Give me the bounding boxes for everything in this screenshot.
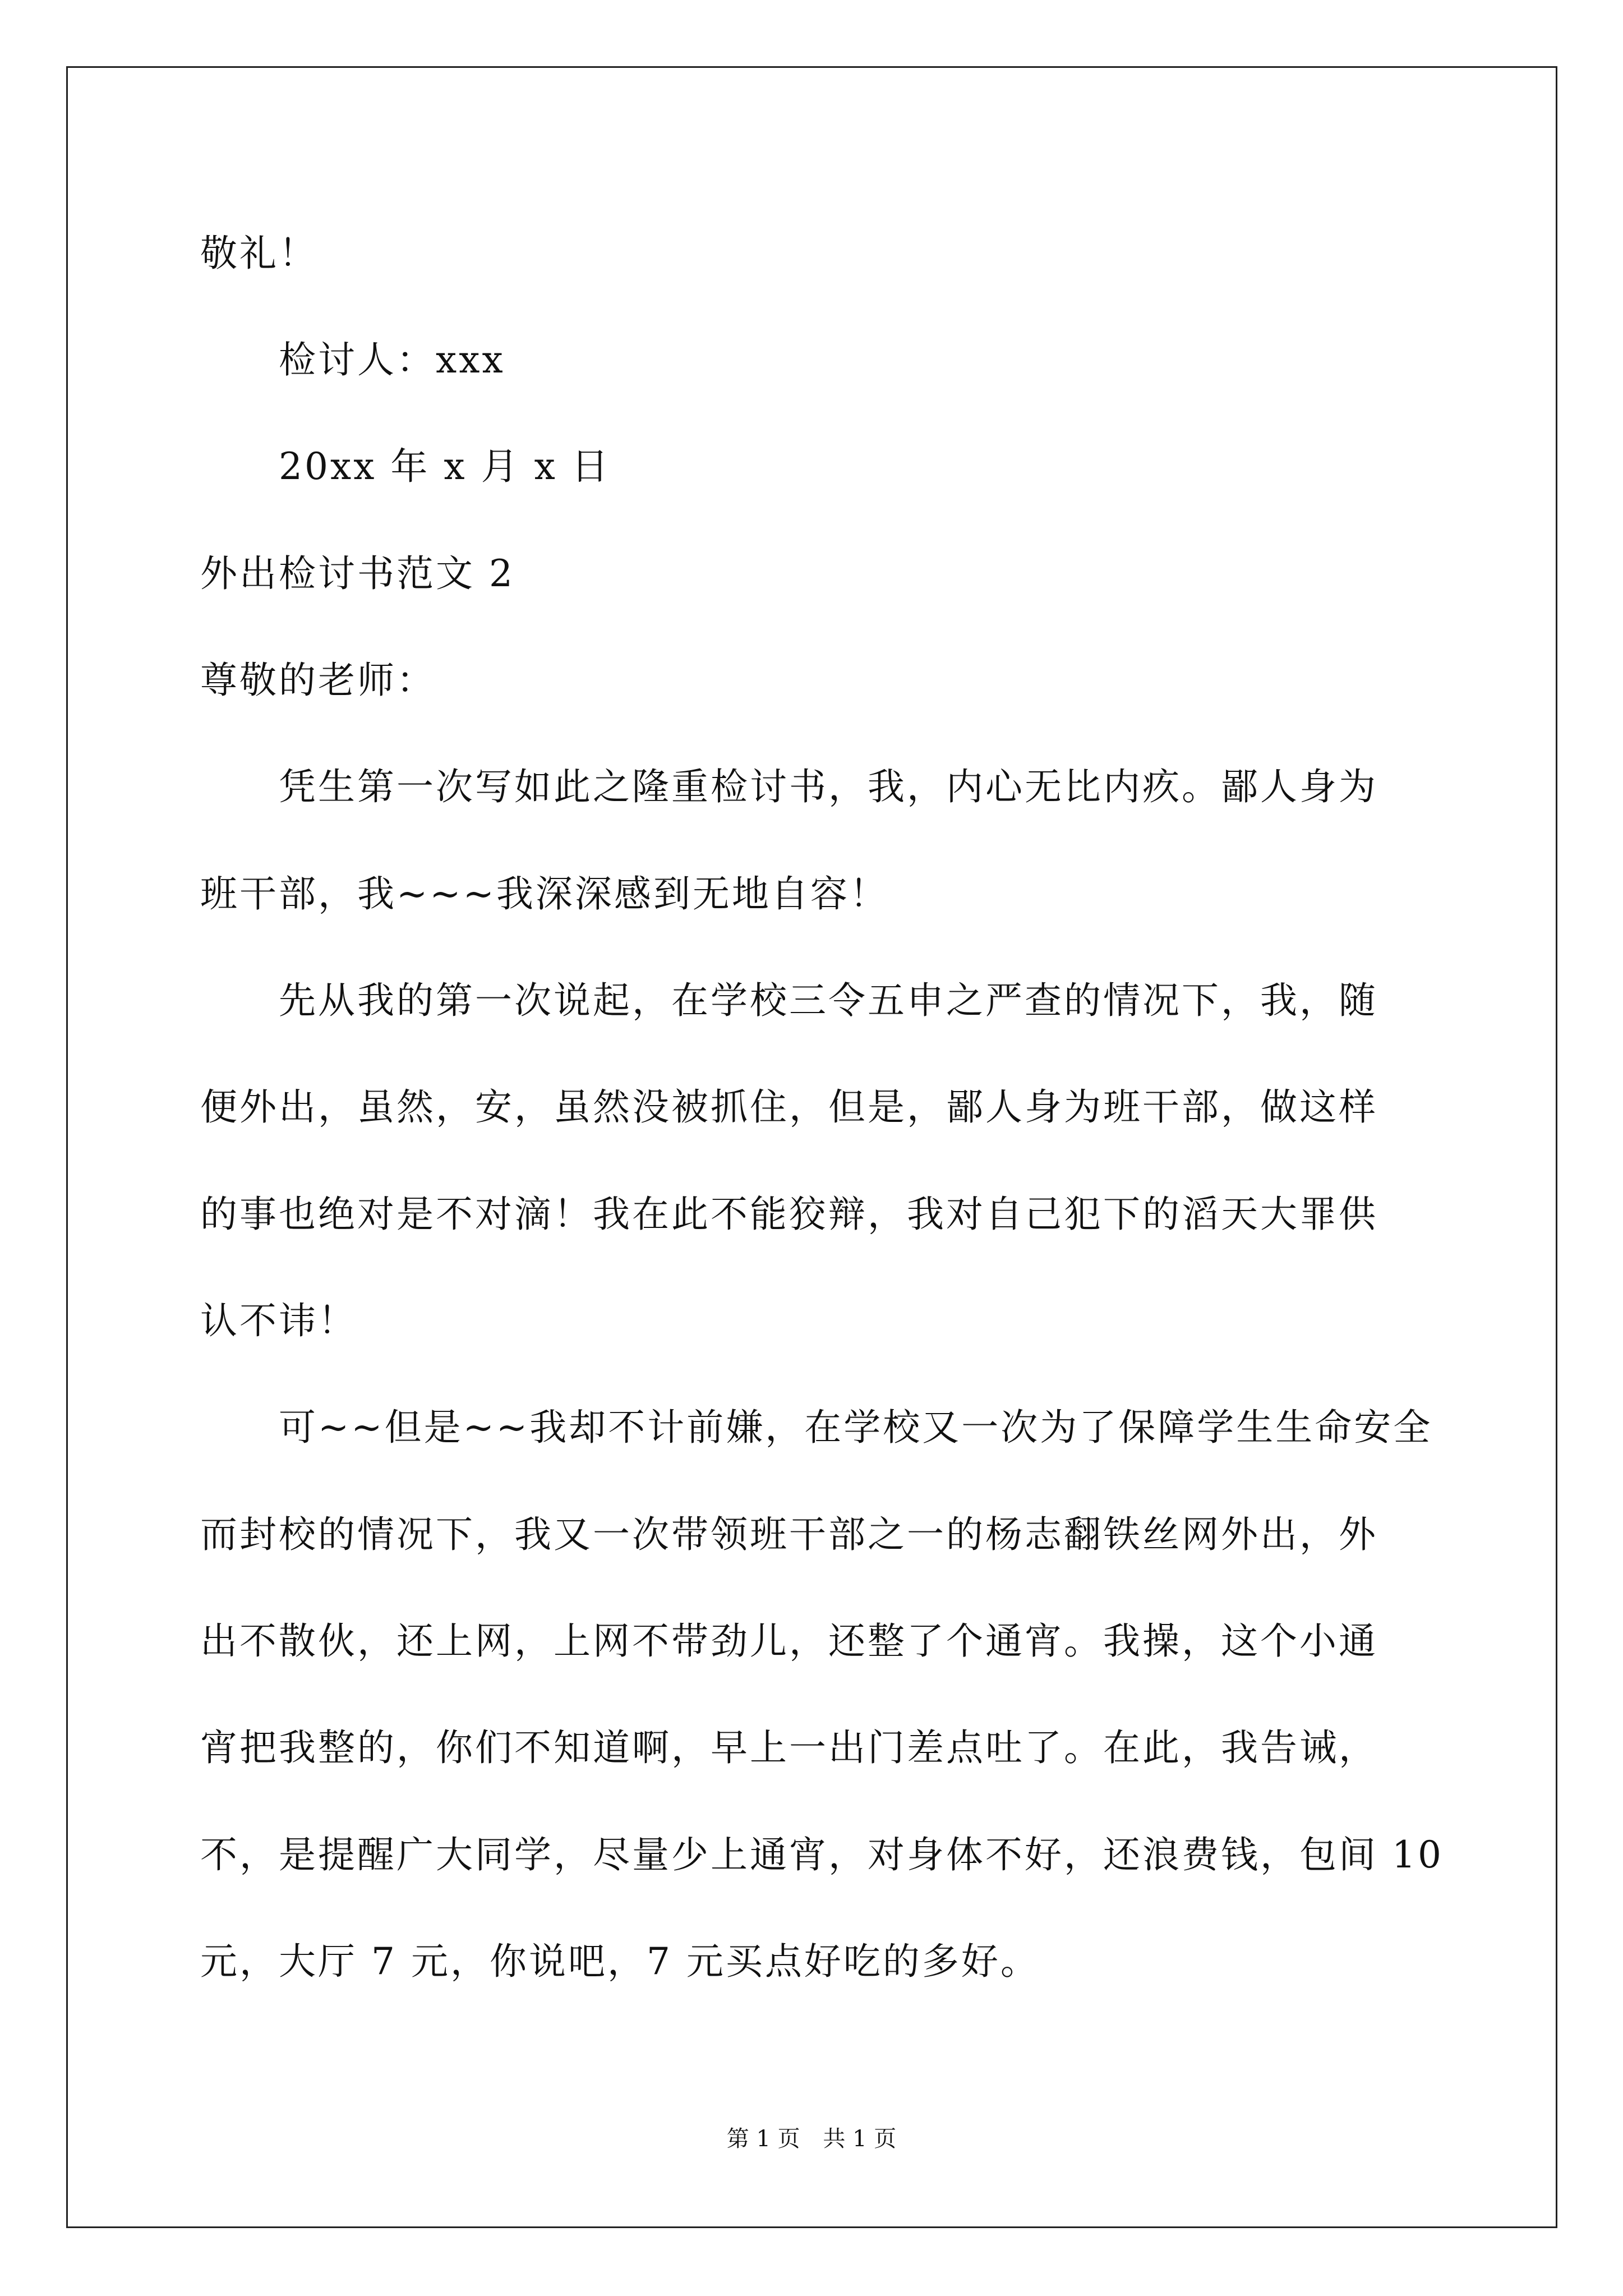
section-title: 外出检讨书范文 2 [200, 552, 515, 595]
greeting: 尊敬的老师： [200, 659, 436, 702]
closing-salutation: 敬礼！ [200, 232, 318, 275]
paragraph-1-line-1: 凭生第一次写如此之隆重检讨书，我，内心无比内疚。鄙人身为 [279, 765, 1378, 808]
paragraph-3-line-3: 出不散伙，还上网，上网不带劲儿，还整了个通宵。我操，这个小通 [200, 1619, 1378, 1663]
paragraph-3-line-1: 可~~但是~~我却不计前嫌，在学校又一次为了保障学生生命安全 [279, 1406, 1433, 1449]
date-line: 20xx 年 x 月 x 日 [279, 445, 611, 488]
paragraph-1-line-2: 班干部，我~~~我深深感到无地自容！ [200, 872, 889, 915]
paragraph-2-line-3: 的事也绝对是不对滴！我在此不能狡辩，我对自己犯下的滔天大罪供 [200, 1193, 1378, 1236]
page-border [66, 66, 1557, 2228]
paragraph-2-line-1: 先从我的第一次说起，在学校三令五申之严查的情况下，我，随 [279, 979, 1378, 1022]
paragraph-3-line-2: 而封校的情况下，我又一次带领班干部之一的杨志翻铁丝网外出，外 [200, 1513, 1378, 1556]
paragraph-2-line-2: 便外出，虽然，安，虽然没被抓住，但是，鄙人身为班干部，做这样 [200, 1085, 1378, 1129]
page-number: 第 1 页 [726, 2126, 800, 2152]
signer-line: 检讨人：xxx [279, 338, 505, 381]
page-footer [0, 2125, 1623, 2153]
page-total: 共 1 页 [823, 2126, 897, 2152]
paragraph-3-line-5: 不，是提醒广大同学，尽量少上通宵，对身体不好，还浪费钱，包间 10 [200, 1833, 1444, 1876]
paragraph-3-line-6: 元，大厅 7 元，你说吧，7 元买点好吃的多好。 [200, 1940, 1040, 1983]
paragraph-2-line-4: 认不讳！ [200, 1299, 357, 1342]
paragraph-3-line-4: 宵把我整的，你们不知道啊，早上一出门差点吐了。在此，我告诫， [200, 1726, 1378, 1769]
